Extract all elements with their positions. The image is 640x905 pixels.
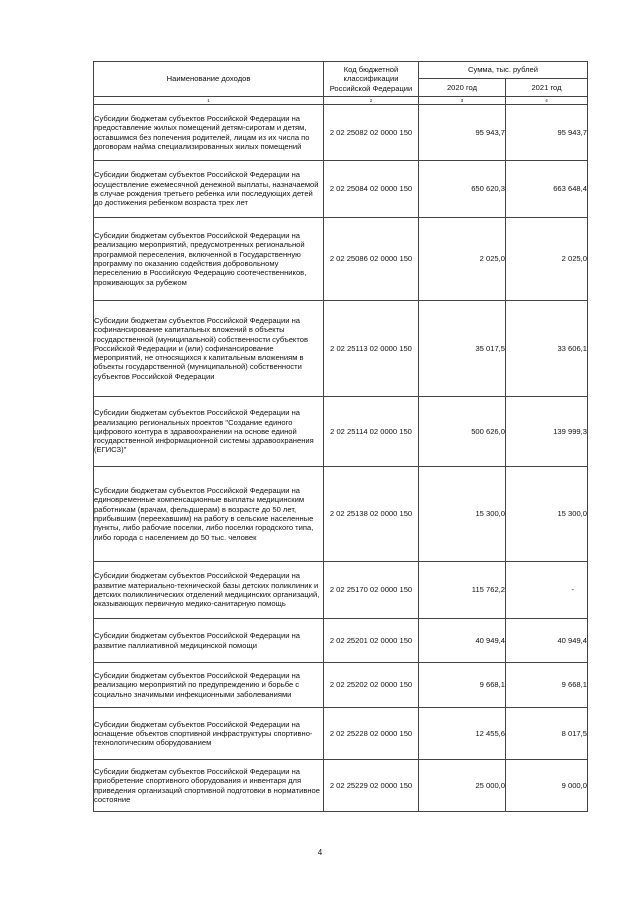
amount-2021: 139 999,3 xyxy=(506,397,588,467)
header-year-2020: 2020 год xyxy=(419,79,506,97)
amount-2021: 40 949,4 xyxy=(506,619,588,663)
amount-2020: 15 300,0 xyxy=(419,467,506,562)
income-name: Субсидии бюджетам субъектов Российской Федерации на софинансирование капитальных вложений в объекты государственной (муниципальной) собственности субъектов Российской Федерации и (или) софинансирование мероприятий, не относящихся к капитальным вложениям в объекты государственной (муниципальной) собственности субъектов Российской Федерации xyxy=(94,301,324,397)
table-row xyxy=(94,619,588,663)
income-name: Субсидии бюджетам субъектов Российской Федерации на единовременные компенсационные выплаты медицинским работникам (врачам, фельдшерам) в возрасте до 50 лет, прибывшим (переехавшим) на работу в сельские населенные пункты, либо рабочие поселки, либо поселки городского типа, либо города с населением до 50 тыс. человек xyxy=(94,467,324,562)
table-row xyxy=(94,301,588,397)
column-number-row xyxy=(94,97,588,105)
amount-2020: 95 943,7 xyxy=(419,105,506,161)
amount-2020: 500 626,0 xyxy=(419,397,506,467)
header-year-2021: 2021 год xyxy=(506,79,588,97)
income-name: Субсидии бюджетам субъектов Российской Федерации на реализацию мероприятий, предусмотренных региональной программой переселения, включенной в Государственную программу по оказанию содействия добровольному переселению в Российскую Федерацию соотечественников, проживающих за рубежом xyxy=(94,218,324,301)
table-row xyxy=(94,760,588,812)
table-row xyxy=(94,218,588,301)
amount-2020: 9 668,1 xyxy=(419,663,506,708)
amount-2021: - xyxy=(506,562,588,619)
budget-code: 2 02 25202 02 0000 150 xyxy=(324,663,419,708)
table-row xyxy=(94,161,588,218)
budget-code: 2 02 25082 02 0000 150 xyxy=(324,105,419,161)
amount-2021: 663 648,4 xyxy=(506,161,588,218)
table-row xyxy=(94,708,588,760)
amount-2021: 33 606,1 xyxy=(506,301,588,397)
income-name: Субсидии бюджетам субъектов Российской Федерации на развитие паллиативной медицинской помощи xyxy=(94,619,324,663)
income-name: Субсидии бюджетам субъектов Российской Федерации на реализацию региональных проектов "Создание единого цифрового контура в здравоохранении на основе единой государственной информационной системы здравоохранения (ЕГИСЗ)" xyxy=(94,397,324,467)
column-number: 4 xyxy=(506,97,588,105)
table-header xyxy=(94,62,588,105)
table-row xyxy=(94,663,588,708)
budget-code: 2 02 25113 02 0000 150 xyxy=(324,301,419,397)
budget-code: 2 02 25229 02 0000 150 xyxy=(324,760,419,812)
column-number: 3 xyxy=(419,97,506,105)
income-name: Субсидии бюджетам субъектов Российской Федерации на развитие материально-технической базы детских поликлиник и детских поликлинических отделений медицинских организаций, оказывающих первичную медико-санитарную помощь xyxy=(94,562,324,619)
amount-2021: 15 300,0 xyxy=(506,467,588,562)
income-name: Субсидии бюджетам субъектов Российской Федерации на осуществление ежемесячной денежной выплаты, назначаемой в случае рождения третьего ребенка или последующих детей до достижения ребенком возраста трех лет xyxy=(94,161,324,218)
amount-2020: 115 762,2 xyxy=(419,562,506,619)
amount-2021: 9 000,0 xyxy=(506,760,588,812)
amount-2020: 25 000,0 xyxy=(419,760,506,812)
amount-2021: 95 943,7 xyxy=(506,105,588,161)
table-row xyxy=(94,562,588,619)
income-name: Субсидии бюджетам субъектов Российской Федерации на приобретение спортивного оборудования и инвентаря для приведения организаций спортивной подготовки в нормативное состояние xyxy=(94,760,324,812)
budget-code: 2 02 25086 02 0000 150 xyxy=(324,218,419,301)
amount-2020: 35 017,5 xyxy=(419,301,506,397)
amount-2020: 650 620,3 xyxy=(419,161,506,218)
header-sum: Сумма, тыс. рублей xyxy=(419,62,588,79)
income-name: Субсидии бюджетам субъектов Российской Федерации на предоставление жилых помещений детям-сиротам и детям, оставшимся без попечения родителей, лицам из их числа по договорам найма специализированных жилых помещений xyxy=(94,105,324,161)
header-code: Код бюджетной классификации Российской Федерации xyxy=(324,62,419,97)
income-table xyxy=(93,61,588,812)
budget-code: 2 02 25170 02 0000 150 xyxy=(324,562,419,619)
budget-code: 2 02 25201 02 0000 150 xyxy=(324,619,419,663)
column-number: 1 xyxy=(94,97,324,105)
income-name: Субсидии бюджетам субъектов Российской Федерации на оснащение объектов спортивной инфраструктуры спортивно-технологическим оборудованием xyxy=(94,708,324,760)
page-number: 4 xyxy=(317,848,323,857)
amount-2020: 12 455,6 xyxy=(419,708,506,760)
budget-code: 2 02 25138 02 0000 150 xyxy=(324,467,419,562)
table-row xyxy=(94,397,588,467)
budget-code: 2 02 25084 02 0000 150 xyxy=(324,161,419,218)
budget-code: 2 02 25228 02 0000 150 xyxy=(324,708,419,760)
table-body xyxy=(94,105,588,812)
budget-code: 2 02 25114 02 0000 150 xyxy=(324,397,419,467)
amount-2020: 40 949,4 xyxy=(419,619,506,663)
header-name: Наименование доходов xyxy=(94,62,324,97)
column-number: 2 xyxy=(324,97,419,105)
table-row xyxy=(94,105,588,161)
amount-2021: 2 025,0 xyxy=(506,218,588,301)
income-name: Субсидии бюджетам субъектов Российской Федерации на реализацию мероприятий по предупреждению и борьбе с социально значимыми инфекционными заболеваниями xyxy=(94,663,324,708)
amount-2020: 2 025,0 xyxy=(419,218,506,301)
amount-2021: 8 017,5 xyxy=(506,708,588,760)
table-row xyxy=(94,467,588,562)
amount-2021: 9 668,1 xyxy=(506,663,588,708)
